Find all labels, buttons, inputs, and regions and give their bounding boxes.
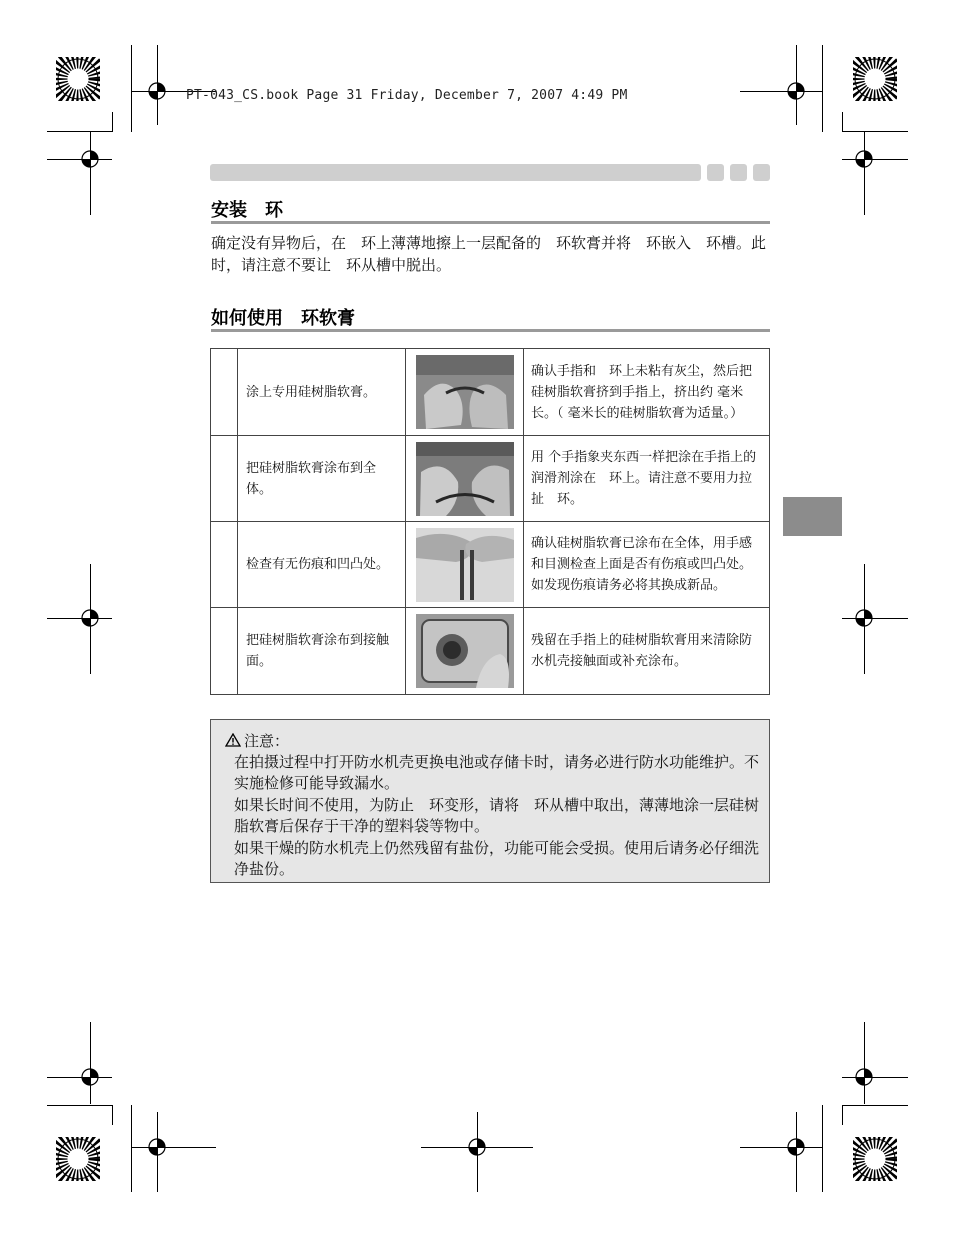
step-label: 把硅树脂软膏涂布到接触面。	[238, 608, 406, 695]
starburst-mark-icon	[853, 1137, 897, 1181]
registration-target-icon	[465, 1135, 489, 1159]
table-row	[211, 349, 770, 436]
hands-applying-grease-photo	[416, 355, 514, 429]
starburst-mark-icon	[853, 57, 897, 101]
step-photo-cell	[406, 522, 524, 608]
starburst-mark-icon	[56, 57, 100, 101]
registration-target-icon	[784, 1135, 808, 1159]
table-row	[211, 522, 770, 608]
registration-target-icon	[145, 1135, 169, 1159]
caution-list	[234, 752, 764, 881]
step-photo-cell	[406, 436, 524, 522]
step-number-cell	[211, 349, 238, 436]
side-index-tab	[783, 497, 842, 536]
step-photo-cell	[406, 349, 524, 436]
step-description: 残留在手指上的硅树脂软膏用来清除防水机壳接触面或补充涂布。	[524, 608, 770, 695]
registration-target-icon	[78, 606, 102, 630]
hands-inspecting-ring-photo	[416, 528, 514, 602]
step-number-cell	[211, 522, 238, 608]
step-label: 检查有无伤痕和凹凸处。	[238, 522, 406, 608]
section-title-usage: 如何使用 环软膏	[211, 308, 355, 329]
step-label: 把硅树脂软膏涂布到全体。	[238, 436, 406, 522]
registration-target-icon	[852, 1065, 876, 1089]
step-description: 确认硅树脂软膏已涂布在全体，用手感和目测检查上面是否有伤痕或凹凸处。如发现伤痕请务必将其换成新品。	[524, 522, 770, 608]
section-rule	[211, 329, 770, 332]
caution-item: 如果干燥的防水机壳上仍然残留有盐份，功能可能会受损。使用后请务必仔细洗净盐份。	[234, 839, 760, 878]
registration-target-icon	[145, 79, 169, 103]
caution-title: 注意：	[244, 732, 290, 750]
registration-target-icon	[784, 79, 808, 103]
step-number-cell	[211, 608, 238, 695]
print-slug: PT-043_CS.book Page 31 Friday, December 7, 2007 4:49 PM	[186, 88, 628, 103]
table-row	[211, 436, 770, 522]
starburst-mark-icon	[56, 1137, 100, 1181]
steps-table	[210, 348, 770, 695]
warning-triangle-icon	[225, 733, 241, 747]
step-description: 确认手指和 环上未粘有灰尘，然后把硅树脂软膏挤到手指上，挤出约 毫米长。（ 毫米长的硅树脂软膏为适量。）	[524, 349, 770, 436]
table-row	[211, 608, 770, 695]
install-paragraph: 确定没有异物后，在 环上薄薄地擦上一层配备的 环软膏并将 环嵌入 环槽。此时，请注意不要让 环从槽中脱出。	[211, 234, 767, 274]
housing-contact-surface-photo	[416, 614, 514, 688]
step-description: 用 个手指象夹东西一样把涂在手指上的润滑剂涂在 环上。请注意不要用力拉扯 环。	[524, 436, 770, 522]
caution-box	[210, 719, 770, 883]
section-title-install: 安装 环	[211, 200, 283, 221]
step-number-cell	[211, 436, 238, 522]
caution-item: 如果长时间不使用，为防止 环变形，请将 环从槽中取出，薄薄地涂一层硅树脂软膏后保存于干净的塑料袋等物中。	[234, 796, 760, 835]
registration-target-icon	[78, 1065, 102, 1089]
section-rule	[211, 221, 770, 224]
hands-spreading-grease-photo	[416, 442, 514, 516]
step-photo-cell	[406, 608, 524, 695]
step-label: 涂上专用硅树脂软膏。	[238, 349, 406, 436]
caution-item: 在拍摄过程中打开防水机壳更换电池或存储卡时，请务必进行防水功能维护。不实施检修可能导致漏水。	[234, 753, 760, 792]
registration-target-icon	[852, 147, 876, 171]
registration-target-icon	[852, 606, 876, 630]
registration-target-icon	[78, 147, 102, 171]
caution-heading	[225, 730, 289, 751]
